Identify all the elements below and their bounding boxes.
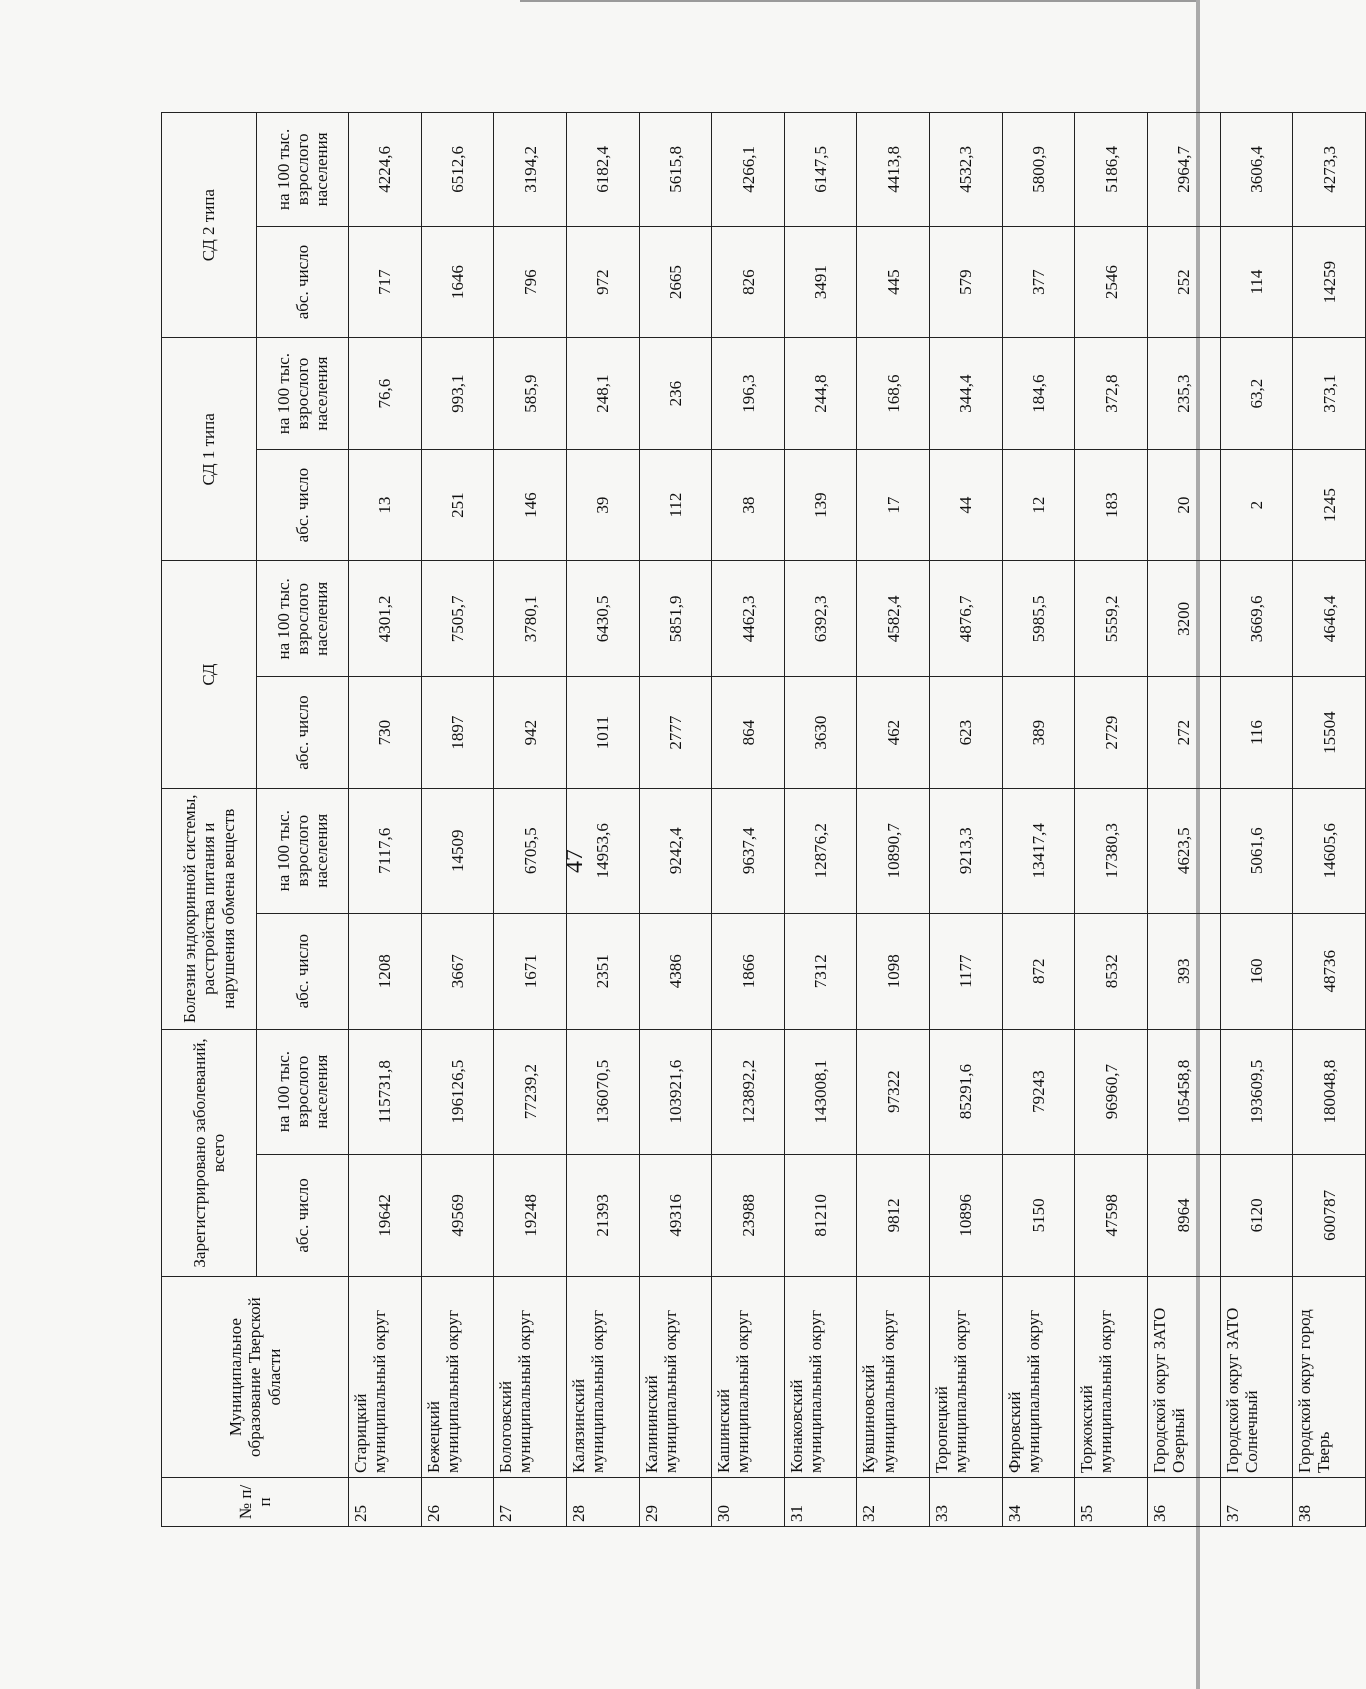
- disease-statistics-table: [161, 112, 1366, 1527]
- row-municipality: Городской округ ЗАТО Солнечный: [1220, 1277, 1293, 1478]
- cell-sd1-rate: 248,1: [566, 338, 639, 450]
- cell-sd-abs: 942: [494, 677, 567, 789]
- cell-sd-rate: 4301,2: [349, 561, 422, 677]
- cell-sd1-abs: 39: [566, 449, 639, 561]
- table-row: [494, 113, 567, 1527]
- cell-reg-rate: 196126,5: [421, 1029, 494, 1154]
- cell-sd-abs: 272: [1148, 677, 1221, 789]
- cell-reg-rate: 180048,8: [1293, 1029, 1366, 1154]
- cell-end-abs: 3667: [421, 913, 494, 1029]
- cell-reg-rate: 103921,6: [639, 1029, 712, 1154]
- cell-reg-rate: 115731,8: [349, 1029, 422, 1154]
- subheader-abs: абс. число: [257, 449, 349, 561]
- scan-edge-top: [520, 0, 1200, 2]
- cell-sd-abs: 3630: [784, 677, 857, 789]
- cell-reg-abs: 19642: [349, 1154, 422, 1277]
- table-row: [1293, 113, 1366, 1527]
- row-number: 36: [1148, 1477, 1221, 1526]
- cell-sd-abs: 2777: [639, 677, 712, 789]
- row-municipality: Торжокский муниципальный округ: [1075, 1277, 1148, 1478]
- subheader-abs: абс. число: [257, 913, 349, 1029]
- cell-reg-abs: 19248: [494, 1154, 567, 1277]
- cell-end-rate: 9242,4: [639, 788, 712, 913]
- cell-end-rate: 10890,7: [857, 788, 930, 913]
- cell-end-rate: 9213,3: [930, 788, 1003, 913]
- cell-sd1-abs: 38: [712, 449, 785, 561]
- cell-sd1-abs: 13: [349, 449, 422, 561]
- cell-sd1-rate: 373,1: [1293, 338, 1366, 450]
- cell-sd2-abs: 3491: [784, 226, 857, 338]
- cell-sd2-abs: 972: [566, 226, 639, 338]
- cell-end-rate: 12876,2: [784, 788, 857, 913]
- cell-sd-abs: 1897: [421, 677, 494, 789]
- cell-sd1-rate: 235,3: [1148, 338, 1221, 450]
- cell-sd-abs: 389: [1002, 677, 1075, 789]
- cell-sd-abs: 864: [712, 677, 785, 789]
- subheader-rate: на 100 тыс. взрослого населения: [257, 788, 349, 913]
- cell-sd2-rate: 2964,7: [1148, 113, 1221, 227]
- cell-reg-abs: 49569: [421, 1154, 494, 1277]
- cell-sd-rate: 5851,9: [639, 561, 712, 677]
- cell-end-abs: 7312: [784, 913, 857, 1029]
- row-number: 35: [1075, 1477, 1148, 1526]
- cell-sd2-abs: 2546: [1075, 226, 1148, 338]
- cell-end-abs: 8532: [1075, 913, 1148, 1029]
- subheader-abs: абс. число: [257, 1154, 349, 1277]
- cell-reg-abs: 8964: [1148, 1154, 1221, 1277]
- statistics-table-rotated: [161, 112, 1366, 1527]
- cell-end-rate: 6705,5: [494, 788, 567, 913]
- cell-sd1-abs: 12: [1002, 449, 1075, 561]
- cell-reg-abs: 10896: [930, 1154, 1003, 1277]
- cell-sd1-abs: 251: [421, 449, 494, 561]
- row-municipality: Городской округ город Тверь: [1293, 1277, 1366, 1478]
- cell-reg-rate: 143008,1: [784, 1029, 857, 1154]
- cell-end-rate: 14953,6: [566, 788, 639, 913]
- cell-sd2-abs: 826: [712, 226, 785, 338]
- cell-sd1-abs: 44: [930, 449, 1003, 561]
- subheader-rate: на 100 тыс. взрослого населения: [257, 338, 349, 450]
- row-municipality: Кувшиновский муниципальный округ: [857, 1277, 930, 1478]
- cell-sd1-abs: 17: [857, 449, 930, 561]
- cell-sd-abs: 2729: [1075, 677, 1148, 789]
- table-row: [857, 113, 930, 1527]
- cell-sd-rate: 5559,2: [1075, 561, 1148, 677]
- cell-sd2-rate: 6182,4: [566, 113, 639, 227]
- cell-end-abs: 160: [1220, 913, 1293, 1029]
- cell-sd-rate: 4646,4: [1293, 561, 1366, 677]
- page-number: 47: [562, 849, 588, 873]
- cell-end-rate: 9637,4: [712, 788, 785, 913]
- cell-sd2-rate: 4266,1: [712, 113, 785, 227]
- cell-reg-abs: 6120: [1220, 1154, 1293, 1277]
- cell-sd2-abs: 377: [1002, 226, 1075, 338]
- cell-sd2-rate: 4413,8: [857, 113, 930, 227]
- cell-sd2-rate: 3606,4: [1220, 113, 1293, 227]
- header-sd2: СД 2 типа: [162, 113, 257, 338]
- cell-end-rate: 4623,5: [1148, 788, 1221, 913]
- cell-reg-rate: 96960,7: [1075, 1029, 1148, 1154]
- cell-sd1-abs: 146: [494, 449, 567, 561]
- cell-sd-abs: 462: [857, 677, 930, 789]
- cell-sd-abs: 730: [349, 677, 422, 789]
- cell-end-abs: 1671: [494, 913, 567, 1029]
- cell-reg-rate: 193609,5: [1220, 1029, 1293, 1154]
- cell-sd-rate: 4876,7: [930, 561, 1003, 677]
- cell-end-abs: 1208: [349, 913, 422, 1029]
- cell-end-abs: 872: [1002, 913, 1075, 1029]
- cell-sd1-rate: 372,8: [1075, 338, 1148, 450]
- cell-sd1-abs: 1245: [1293, 449, 1366, 561]
- cell-sd1-abs: 112: [639, 449, 712, 561]
- cell-sd2-rate: 4224,6: [349, 113, 422, 227]
- table-row: [1148, 113, 1221, 1527]
- row-municipality: Городской округ ЗАТО Озерный: [1148, 1277, 1221, 1478]
- cell-sd-rate: 4462,3: [712, 561, 785, 677]
- cell-sd-rate: 3669,6: [1220, 561, 1293, 677]
- cell-sd1-rate: 63,2: [1220, 338, 1293, 450]
- header-registered: Зарегистрировано заболеваний, всего: [162, 1029, 257, 1277]
- cell-reg-rate: 105458,8: [1148, 1029, 1221, 1154]
- cell-sd2-abs: 717: [349, 226, 422, 338]
- row-number: 27: [494, 1477, 567, 1526]
- cell-sd1-abs: 20: [1148, 449, 1221, 561]
- cell-sd-rate: 7505,7: [421, 561, 494, 677]
- subheader-abs: абс. число: [257, 226, 349, 338]
- header-endocrine: Болезни эндокринной системы, расстройства питания и нарушения обмена веществ: [162, 788, 257, 1029]
- cell-sd2-abs: 114: [1220, 226, 1293, 338]
- table-body: [349, 113, 1366, 1527]
- table-row: [930, 113, 1003, 1527]
- table-row: [1002, 113, 1075, 1527]
- cell-sd1-abs: 2: [1220, 449, 1293, 561]
- cell-reg-abs: 21393: [566, 1154, 639, 1277]
- cell-sd2-abs: 252: [1148, 226, 1221, 338]
- row-municipality: Торопецкий муниципальный округ: [930, 1277, 1003, 1478]
- cell-reg-rate: 136070,5: [566, 1029, 639, 1154]
- row-municipality: Бологовский муниципальный округ: [494, 1277, 567, 1478]
- table-row: [1075, 113, 1148, 1527]
- cell-reg-abs: 600787: [1293, 1154, 1366, 1277]
- cell-sd2-rate: 6147,5: [784, 113, 857, 227]
- cell-sd1-rate: 196,3: [712, 338, 785, 450]
- cell-sd1-rate: 76,6: [349, 338, 422, 450]
- cell-sd-rate: 3200: [1148, 561, 1221, 677]
- cell-sd1-abs: 139: [784, 449, 857, 561]
- cell-sd2-abs: 579: [930, 226, 1003, 338]
- row-number: 38: [1293, 1477, 1366, 1526]
- cell-sd2-rate: 5615,8: [639, 113, 712, 227]
- cell-sd1-rate: 344,4: [930, 338, 1003, 450]
- cell-sd-abs: 15504: [1293, 677, 1366, 789]
- row-municipality: Калининский муниципальный округ: [639, 1277, 712, 1478]
- row-municipality: Конаковский муниципальный округ: [784, 1277, 857, 1478]
- cell-sd1-rate: 585,9: [494, 338, 567, 450]
- cell-sd2-rate: 3194,2: [494, 113, 567, 227]
- cell-end-abs: 393: [1148, 913, 1221, 1029]
- table-row: [421, 113, 494, 1527]
- cell-sd2-rate: 5800,9: [1002, 113, 1075, 227]
- cell-reg-rate: 79243: [1002, 1029, 1075, 1154]
- header-municipality: Муниципальное образование Тверской области: [162, 1277, 349, 1478]
- cell-reg-abs: 5150: [1002, 1154, 1075, 1277]
- cell-sd-rate: 6430,5: [566, 561, 639, 677]
- cell-sd2-abs: 445: [857, 226, 930, 338]
- cell-sd-rate: 4582,4: [857, 561, 930, 677]
- cell-sd1-rate: 184,6: [1002, 338, 1075, 450]
- cell-end-abs: 48736: [1293, 913, 1366, 1029]
- row-municipality: Бежецкий муниципальный округ: [421, 1277, 494, 1478]
- cell-sd2-abs: 2665: [639, 226, 712, 338]
- subheader-rate: на 100 тыс. взрослого населения: [257, 561, 349, 677]
- header-sd: СД: [162, 561, 257, 788]
- cell-reg-abs: 47598: [1075, 1154, 1148, 1277]
- cell-sd1-rate: 168,6: [857, 338, 930, 450]
- cell-sd1-rate: 244,8: [784, 338, 857, 450]
- cell-sd2-abs: 1646: [421, 226, 494, 338]
- subheader-rate: на 100 тыс. взрослого населения: [257, 113, 349, 227]
- cell-sd1-rate: 236: [639, 338, 712, 450]
- row-number: 29: [639, 1477, 712, 1526]
- row-municipality: Фировский муниципальный округ: [1002, 1277, 1075, 1478]
- cell-end-abs: 1177: [930, 913, 1003, 1029]
- cell-end-rate: 5061,6: [1220, 788, 1293, 913]
- cell-sd-abs: 623: [930, 677, 1003, 789]
- cell-sd-rate: 3780,1: [494, 561, 567, 677]
- row-number: 31: [784, 1477, 857, 1526]
- cell-sd-rate: 5985,5: [1002, 561, 1075, 677]
- subheader-abs: абс. число: [257, 677, 349, 789]
- table-row: [349, 113, 422, 1527]
- cell-end-rate: 17380,3: [1075, 788, 1148, 913]
- cell-reg-rate: 77239,2: [494, 1029, 567, 1154]
- cell-sd-abs: 116: [1220, 677, 1293, 789]
- cell-reg-rate: 123892,2: [712, 1029, 785, 1154]
- table-row: [566, 113, 639, 1527]
- subheader-rate: на 100 тыс. взрослого населения: [257, 1029, 349, 1154]
- header-number: № п/п: [162, 1477, 349, 1526]
- cell-sd1-abs: 183: [1075, 449, 1148, 561]
- row-number: 28: [566, 1477, 639, 1526]
- row-municipality: Калязинский муниципальный округ: [566, 1277, 639, 1478]
- cell-sd2-rate: 4532,3: [930, 113, 1003, 227]
- cell-sd2-abs: 14259: [1293, 226, 1366, 338]
- cell-end-abs: 1098: [857, 913, 930, 1029]
- table-row: [1220, 113, 1293, 1527]
- row-municipality: Кашинский муниципальный округ: [712, 1277, 785, 1478]
- table-row: [784, 113, 857, 1527]
- cell-end-abs: 2351: [566, 913, 639, 1029]
- cell-reg-abs: 23988: [712, 1154, 785, 1277]
- header-sd1: СД 1 типа: [162, 338, 257, 561]
- cell-sd-rate: 6392,3: [784, 561, 857, 677]
- cell-sd2-rate: 4273,3: [1293, 113, 1366, 227]
- cell-end-rate: 14605,6: [1293, 788, 1366, 913]
- cell-reg-abs: 9812: [857, 1154, 930, 1277]
- cell-reg-rate: 97322: [857, 1029, 930, 1154]
- cell-reg-rate: 85291,6: [930, 1029, 1003, 1154]
- cell-sd-abs: 1011: [566, 677, 639, 789]
- row-number: 32: [857, 1477, 930, 1526]
- cell-reg-abs: 81210: [784, 1154, 857, 1277]
- cell-reg-abs: 49316: [639, 1154, 712, 1277]
- cell-sd2-rate: 6512,6: [421, 113, 494, 227]
- cell-end-rate: 14509: [421, 788, 494, 913]
- cell-sd2-rate: 5186,4: [1075, 113, 1148, 227]
- cell-end-abs: 4386: [639, 913, 712, 1029]
- row-number: 30: [712, 1477, 785, 1526]
- cell-sd1-rate: 993,1: [421, 338, 494, 450]
- cell-end-abs: 1866: [712, 913, 785, 1029]
- row-municipality: Старицкий муниципальный округ: [349, 1277, 422, 1478]
- row-number: 33: [930, 1477, 1003, 1526]
- cell-end-rate: 13417,4: [1002, 788, 1075, 913]
- table-row: [712, 113, 785, 1527]
- cell-end-rate: 7117,6: [349, 788, 422, 913]
- row-number: 37: [1220, 1477, 1293, 1526]
- row-number: 25: [349, 1477, 422, 1526]
- cell-sd2-abs: 796: [494, 226, 567, 338]
- row-number: 26: [421, 1477, 494, 1526]
- row-number: 34: [1002, 1477, 1075, 1526]
- table-row: [639, 113, 712, 1527]
